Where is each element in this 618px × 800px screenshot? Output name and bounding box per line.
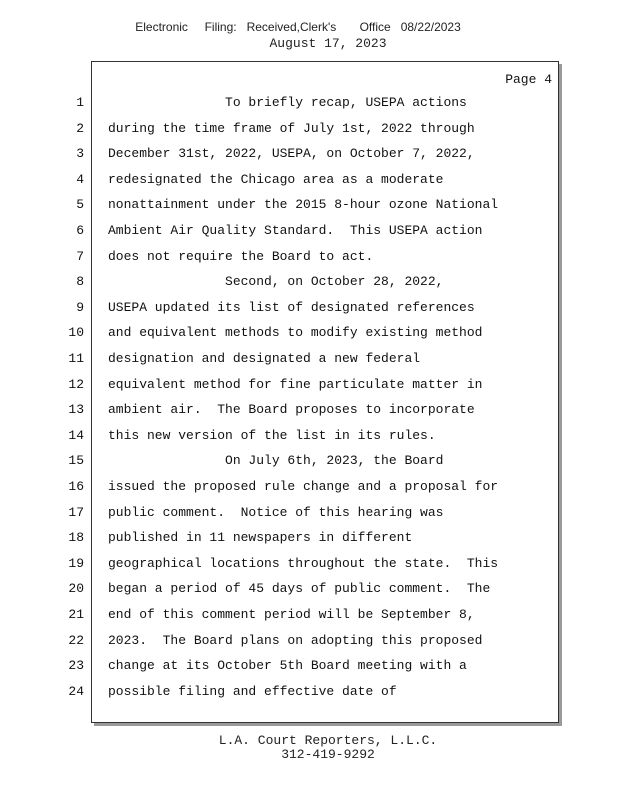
transcript-line: began a period of 45 days of public comment. The	[108, 581, 491, 596]
transcript-line: public comment. Notice of this hearing was	[108, 505, 444, 520]
transcript-line: equivalent method for fine particulate matter in	[108, 377, 483, 392]
transcript-line: geographical locations throughout the state. This	[108, 556, 499, 571]
line-number: 18	[68, 530, 84, 545]
line-number: 3	[76, 146, 84, 161]
transcript-line: December 31st, 2022, USEPA, on October 7, 2022,	[108, 146, 475, 161]
filing-stamp: Electronic Filing: Received,Clerk's Office 08/22/2023	[135, 20, 461, 34]
line-number: 19	[68, 556, 84, 571]
transcript-line: change at its October 5th Board meeting with a	[108, 658, 467, 673]
line-number: 21	[68, 607, 84, 622]
transcript-line: 2023. The Board plans on adopting this proposed	[108, 633, 483, 648]
line-number: 7	[76, 249, 84, 264]
transcript-line: On July 6th, 2023, the Board	[108, 453, 444, 468]
line-number: 20	[68, 581, 84, 596]
line-number: 1	[76, 95, 84, 110]
transcript-line: published in 11 newspapers in different	[108, 530, 413, 545]
transcript-line: designation and designated a new federal	[108, 351, 421, 366]
transcript-line: redesignated the Chicago area as a moderate	[108, 172, 444, 187]
line-number: 10	[68, 325, 84, 340]
line-number: 14	[68, 428, 84, 443]
line-number: 12	[68, 377, 84, 392]
transcript-line: issued the proposed rule change and a proposal for	[108, 479, 499, 494]
line-number: 22	[68, 633, 84, 648]
line-number: 24	[68, 684, 84, 699]
line-number: 9	[76, 300, 84, 315]
line-number: 15	[68, 453, 84, 468]
transcript-line: USEPA updated its list of designated references	[108, 300, 475, 315]
line-number: 16	[68, 479, 84, 494]
transcript-line: does not require the Board to act.	[108, 249, 374, 264]
line-number: 8	[76, 274, 84, 289]
transcript-line: this new version of the list in its rules.	[108, 428, 436, 443]
line-number: 17	[68, 505, 84, 520]
line-number: 5	[76, 197, 84, 212]
transcript-line: ambient air. The Board proposes to incorporate	[108, 402, 475, 417]
line-number: 2	[76, 121, 84, 136]
line-number: 4	[76, 172, 84, 187]
transcript-line: possible filing and effective date of	[108, 684, 397, 699]
transcript-date: August 17, 2023	[269, 36, 387, 51]
transcript-line: and equivalent methods to modify existing method	[108, 325, 483, 340]
line-number: 13	[68, 402, 84, 417]
transcript-line: Second, on October 28, 2022,	[108, 274, 444, 289]
page-number: Page 4	[505, 72, 552, 87]
reporter-phone: 312-419-9292	[281, 747, 375, 762]
reporter-company: L.A. Court Reporters, L.L.C.	[218, 733, 438, 748]
transcript-line: during the time frame of July 1st, 2022 through	[108, 121, 475, 136]
transcript-line: nonattainment under the 2015 8-hour ozone National	[108, 197, 499, 212]
transcript-line: To briefly recap, USEPA actions	[108, 95, 467, 110]
line-number: 23	[68, 658, 84, 673]
transcript-line: end of this comment period will be September 8,	[108, 607, 475, 622]
transcript-line: Ambient Air Quality Standard. This USEPA action	[108, 223, 483, 238]
line-number: 11	[68, 351, 84, 366]
line-number: 6	[76, 223, 84, 238]
